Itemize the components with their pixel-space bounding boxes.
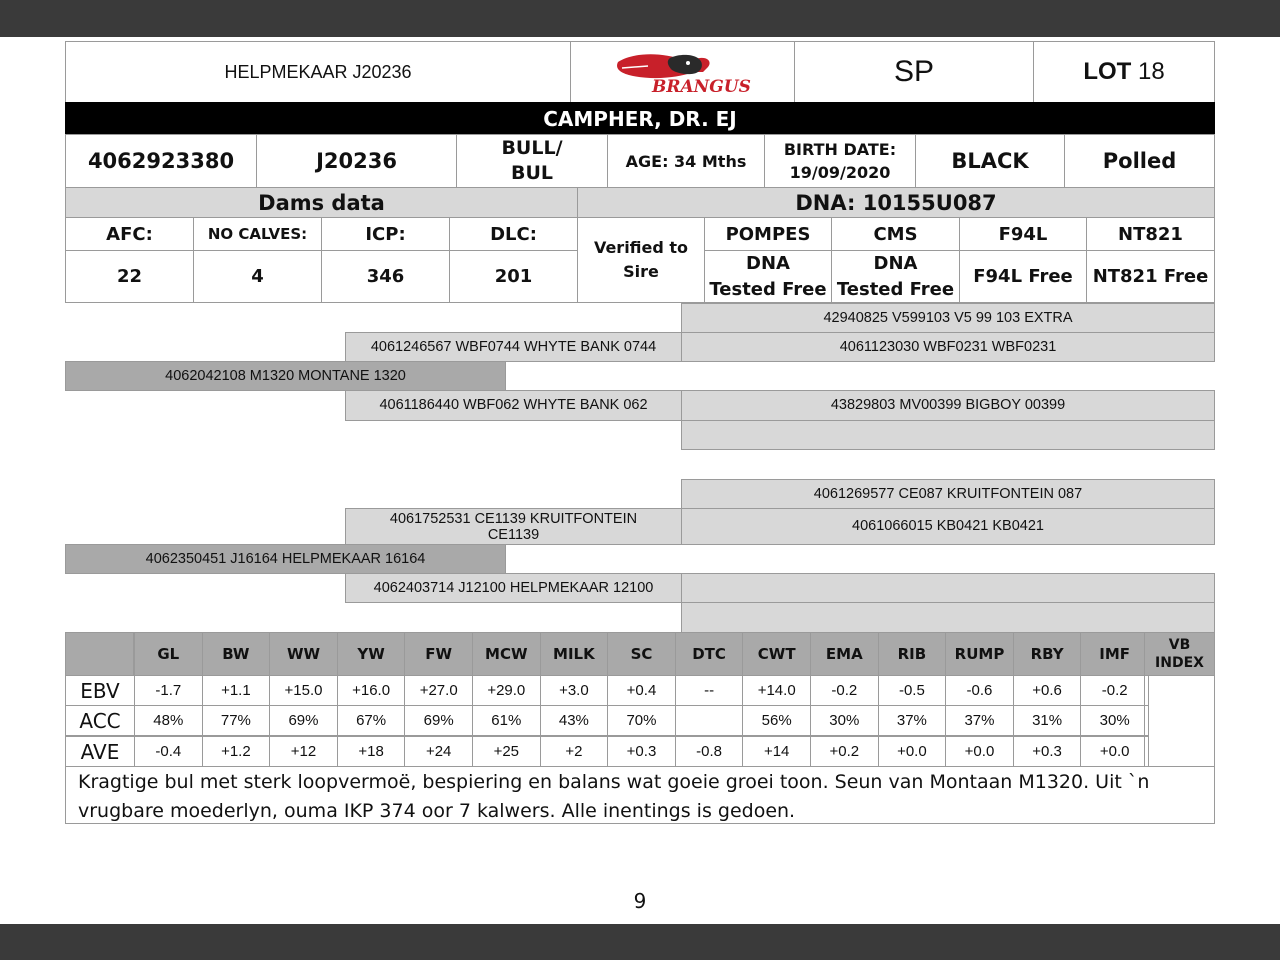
grade bbox=[794, 41, 1034, 103]
ebv-cell: +18 bbox=[337, 736, 406, 767]
ebv-cell: +0.2 bbox=[810, 736, 879, 767]
ebv-cell: 67% bbox=[337, 705, 406, 736]
nt821-result-text: NT821 Free bbox=[1092, 266, 1209, 287]
age-text: AGE: 34 Mths bbox=[625, 151, 747, 171]
birth-date-value: 19/09/2020 bbox=[789, 163, 891, 182]
ebv-row-label-acc: ACC bbox=[65, 705, 135, 736]
pedigree-sire-dam-sire bbox=[681, 390, 1215, 421]
ebv-cell: +0.3 bbox=[607, 736, 676, 767]
ebv-cell: +24 bbox=[404, 736, 473, 767]
vb-index-value bbox=[1144, 675, 1215, 767]
ebv-cell: 70% bbox=[607, 705, 676, 736]
pompes-result bbox=[704, 250, 832, 303]
nt821-result bbox=[1086, 250, 1215, 303]
pedigree-sire-dam-dam bbox=[681, 420, 1215, 450]
pedigree-text: 4062042108 M1320 MONTANE 1320 bbox=[165, 367, 406, 384]
dams-title-text: Dams data bbox=[258, 190, 385, 215]
ebv-cell: 30% bbox=[810, 705, 879, 736]
pedigree-text: 4062350451 J16164 HELPMEKAAR 16164 bbox=[145, 550, 426, 567]
cms-result bbox=[831, 250, 960, 303]
dlc-label-text: DLC: bbox=[490, 223, 537, 245]
pedigree-text: 4061246567 WBF0744 WHYTE BANK 0744 bbox=[370, 338, 657, 355]
nt821-label-text: NT821 bbox=[1118, 223, 1183, 245]
vb-line1: VB bbox=[1168, 637, 1191, 653]
ebv-cell: 43% bbox=[540, 705, 609, 736]
ebv-col-imf: IMF bbox=[1080, 632, 1149, 676]
ebv-cell: -0.6 bbox=[945, 675, 1014, 706]
pedigree-text: 4062403714 J12100 HELPMEKAAR 12100 bbox=[373, 579, 654, 596]
verified-line2: Sire bbox=[623, 262, 659, 281]
icp-value bbox=[321, 250, 450, 303]
no-calves-label-text: NO CALVES: bbox=[207, 225, 308, 243]
ebv-row-label-ebv: EBV bbox=[65, 675, 135, 706]
horn-status bbox=[1064, 134, 1215, 188]
ebv-cell: 77% bbox=[202, 705, 271, 736]
cms-label bbox=[831, 217, 960, 251]
pompes-label-text: POMPES bbox=[725, 223, 811, 245]
no-calves-value-text: 4 bbox=[251, 266, 264, 287]
ebv-cell: 37% bbox=[878, 705, 947, 736]
comment-box bbox=[65, 766, 1215, 824]
bull-head-icon bbox=[608, 48, 758, 96]
ebv-cell: +14.0 bbox=[742, 675, 811, 706]
pompes-line2: Tested Free bbox=[709, 278, 827, 300]
verified-line1: Verified to bbox=[593, 238, 689, 257]
f94l-result-text: F94L Free bbox=[973, 266, 1073, 287]
pedigree-text: 4061123030 WBF0231 WBF0231 bbox=[839, 338, 1057, 355]
no-calves-value bbox=[193, 250, 322, 303]
ebv-col-sc: SC bbox=[607, 632, 676, 676]
pedigree-text: 4061269577 CE087 KRUITFONTEIN 087 bbox=[813, 485, 1083, 502]
pompes-line1: DNA bbox=[746, 252, 790, 274]
ebv-cell: 69% bbox=[404, 705, 473, 736]
horn-text: Polled bbox=[1102, 149, 1177, 173]
grade-text: SP bbox=[893, 55, 935, 88]
viewer-bottom-bar bbox=[0, 924, 1280, 960]
ebv-cell: 48% bbox=[134, 705, 203, 736]
ebv-cell: +0.0 bbox=[945, 736, 1014, 767]
dams-title bbox=[65, 187, 578, 218]
cms-label-text: CMS bbox=[873, 223, 918, 245]
dna-title-text: DNA: 10155U087 bbox=[795, 190, 997, 215]
animal-id-text: 4062923380 bbox=[87, 149, 235, 173]
birth-label: BIRTH DATE: bbox=[783, 140, 897, 159]
pedigree-dam-sire-sire bbox=[681, 479, 1215, 509]
f94l-label-text: F94L bbox=[998, 223, 1048, 245]
logo-text: BRANGUS bbox=[651, 77, 751, 96]
ebv-cell: -0.8 bbox=[675, 736, 744, 767]
afc-label-text: AFC: bbox=[106, 223, 153, 245]
ebv-cell: +15.0 bbox=[269, 675, 338, 706]
ebv-cell: +2 bbox=[540, 736, 609, 767]
page-number-text: 9 bbox=[633, 889, 647, 913]
cms-line1: DNA bbox=[873, 252, 918, 274]
breeder-name: CAMPHER, DR. EJ bbox=[543, 106, 737, 131]
colour bbox=[915, 134, 1065, 188]
ebv-cell: -0.2 bbox=[1080, 675, 1149, 706]
ebv-col-mcw: MCW bbox=[472, 632, 541, 676]
f94l-label bbox=[959, 217, 1087, 251]
pedigree-dam-dam-dam bbox=[681, 602, 1215, 633]
colour-text: BLACK bbox=[951, 149, 1029, 173]
icp-value-text: 346 bbox=[366, 266, 405, 287]
pedigree-dam bbox=[65, 544, 506, 574]
dna-title bbox=[577, 187, 1215, 218]
ebv-col-fw: FW bbox=[404, 632, 473, 676]
ebv-cell: +12 bbox=[269, 736, 338, 767]
ebv-cell: +0.0 bbox=[878, 736, 947, 767]
ebv-cell: +29.0 bbox=[472, 675, 541, 706]
lot-number: 18 bbox=[1137, 58, 1165, 85]
ebv-cell: +1.1 bbox=[202, 675, 271, 706]
birth-date bbox=[764, 134, 916, 188]
animal-code-text: J20236 bbox=[316, 149, 397, 173]
ebv-col-bw: BW bbox=[202, 632, 271, 676]
animal-code bbox=[256, 134, 457, 188]
breeder-bar bbox=[65, 102, 1215, 135]
pedigree-text: 4061066015 KB0421 KB0421 bbox=[852, 518, 1044, 534]
animal-id bbox=[65, 134, 257, 188]
ebv-col-ema: EMA bbox=[810, 632, 879, 676]
ebv-cell: +0.4 bbox=[607, 675, 676, 706]
cms-line2: Tested Free bbox=[836, 278, 955, 300]
ebv-cell bbox=[675, 705, 744, 736]
page-number bbox=[600, 889, 680, 913]
ebv-col-cwt: CWT bbox=[742, 632, 811, 676]
pedigree-dam-sire bbox=[345, 508, 682, 545]
pedigree-text: 4061752531 CE1139 KRUITFONTEIN bbox=[389, 510, 638, 527]
pedigree-sire-sire-dam bbox=[681, 332, 1215, 362]
ebv-cell: 31% bbox=[1013, 705, 1082, 736]
vb-line2: INDEX bbox=[1155, 655, 1204, 671]
ebv-corner bbox=[65, 632, 134, 676]
pedigree-text: 42940825 V599103 V5 99 103 EXTRA bbox=[823, 309, 1073, 326]
ebv-cell: +14 bbox=[742, 736, 811, 767]
ebv-cell: 69% bbox=[269, 705, 338, 736]
nt821-label bbox=[1086, 217, 1215, 251]
ebv-row-label-ave: AVE bbox=[65, 736, 135, 767]
no-calves-label bbox=[193, 217, 322, 251]
ebv-col-gl: GL bbox=[134, 632, 203, 676]
ebv-col-rib: RIB bbox=[878, 632, 947, 676]
ebv-cell: 61% bbox=[472, 705, 541, 736]
animal-name-text: HELPMEKAAR J20236 bbox=[224, 61, 412, 82]
ebv-cell: +1.2 bbox=[202, 736, 271, 767]
viewer-top-bar bbox=[0, 0, 1280, 37]
ebv-cell: -- bbox=[675, 675, 744, 706]
ebv-col-milk: MILK bbox=[540, 632, 609, 676]
pedigree-dam-dam-sire bbox=[681, 573, 1215, 603]
ebv-col-dtc: DTC bbox=[675, 632, 744, 676]
pedigree-dam-dam bbox=[345, 573, 682, 603]
pedigree-text: 4061186440 WBF062 WHYTE BANK 062 bbox=[379, 397, 648, 413]
vb-index-header bbox=[1144, 632, 1215, 676]
pedigree-sire-sire bbox=[345, 332, 682, 362]
ebv-cell: +16.0 bbox=[337, 675, 406, 706]
dlc-value-text: 201 bbox=[494, 266, 533, 287]
pedigree-sire-dam bbox=[345, 390, 682, 421]
ebv-col-rump: RUMP bbox=[945, 632, 1014, 676]
ebv-cell: -1.7 bbox=[134, 675, 203, 706]
verified-to-sire bbox=[577, 217, 705, 303]
sex-line1: BULL/ bbox=[501, 137, 563, 159]
ebv-cell: 37% bbox=[945, 705, 1014, 736]
ebv-cell: 56% bbox=[742, 705, 811, 736]
afc-label bbox=[65, 217, 194, 251]
sex-line2: BUL bbox=[510, 162, 554, 184]
afc-value-text: 22 bbox=[116, 266, 143, 287]
lot-label: LOT bbox=[1083, 58, 1132, 85]
afc-value bbox=[65, 250, 194, 303]
ebv-cell: +3.0 bbox=[540, 675, 609, 706]
ebv-cell: +27.0 bbox=[404, 675, 473, 706]
ebv-cell: 30% bbox=[1080, 705, 1149, 736]
pedigree-sire-sire-sire bbox=[681, 303, 1215, 333]
brangus-logo bbox=[570, 41, 795, 103]
pompes-label bbox=[704, 217, 832, 251]
ebv-col-rby: RBY bbox=[1013, 632, 1082, 676]
ebv-cell: +25 bbox=[472, 736, 541, 767]
pedigree-sire bbox=[65, 361, 506, 391]
ebv-col-yw: YW bbox=[337, 632, 406, 676]
ebv-cell: +0.0 bbox=[1080, 736, 1149, 767]
ebv-cell: -0.5 bbox=[878, 675, 947, 706]
comment-text: Kragtige bul met sterk loopvermoë, bespiering en balans wat goeie groei toon. Seun van Montaan M1320. Uit `n vrugbare moederlyn, ouma IKP 374 oor 7 kalwers. Alle inentings is gedoen. bbox=[78, 771, 1150, 822]
ebv-cell: +0.6 bbox=[1013, 675, 1082, 706]
icp-label bbox=[321, 217, 450, 251]
sex bbox=[456, 134, 608, 188]
ebv-cell: -0.2 bbox=[810, 675, 879, 706]
animal-name bbox=[65, 41, 571, 103]
pedigree-text: 43829803 MV00399 BIGBOY 00399 bbox=[830, 397, 1066, 413]
ebv-cell: -0.4 bbox=[134, 736, 203, 767]
dlc-value bbox=[449, 250, 578, 303]
f94l-result bbox=[959, 250, 1087, 303]
icp-label-text: ICP: bbox=[365, 223, 406, 245]
ebv-cell: +0.3 bbox=[1013, 736, 1082, 767]
age bbox=[607, 134, 765, 188]
dlc-label bbox=[449, 217, 578, 251]
lot bbox=[1033, 41, 1215, 103]
pedigree-text: CE1139 bbox=[487, 526, 540, 543]
ebv-col-ww: WW bbox=[269, 632, 338, 676]
pedigree-dam-sire-dam bbox=[681, 508, 1215, 545]
